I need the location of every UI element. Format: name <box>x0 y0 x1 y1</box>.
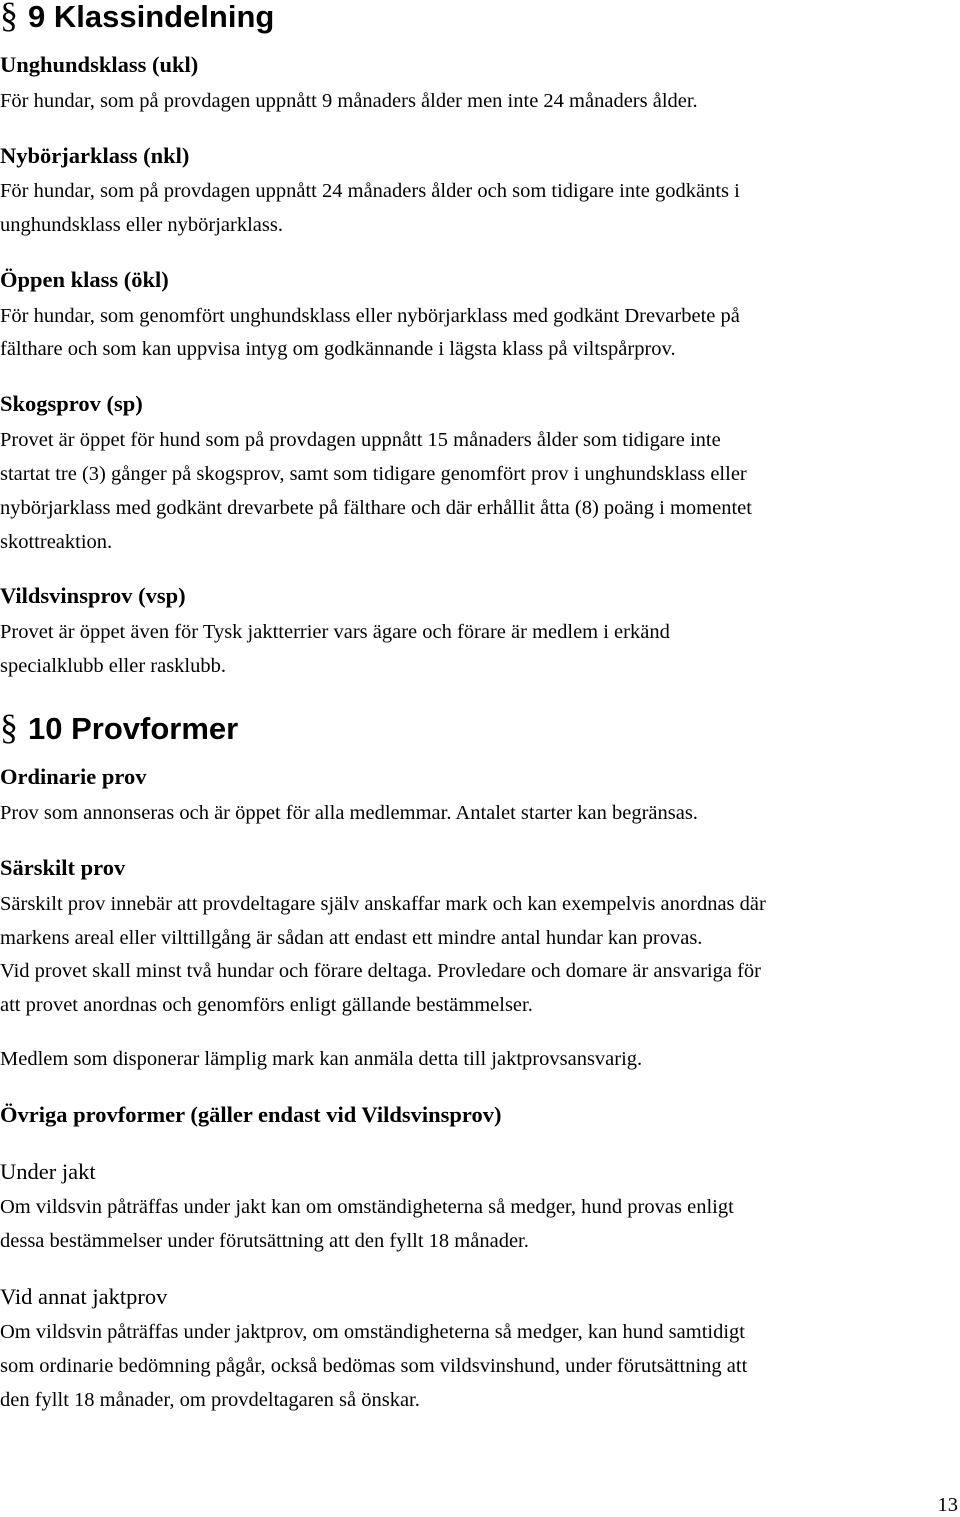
form-text-sarskilt-extra: Medlem som disponerar lämplig mark kan anmäla detta till jaktprovsansvarig. <box>0 1048 643 1070</box>
class-text-vsp-line-2: specialklubb eller rasklubb. <box>0 655 227 677</box>
form-text-sarskilt-line-2: markens areal eller vilttillgång är sådan att endast ett mindre antal hundar kan provas. <box>0 927 703 949</box>
class-text-nkl-line-1: För hundar, som på provdagen uppnått 24 månaders ålder och som tidigare inte godkänts i <box>0 180 740 202</box>
class-text-okl-line-2: fälthare och som kan uppvisa intyg om godkännande i lägsta klass på viltspårprov. <box>0 338 676 360</box>
class-text-okl-line-1: För hundar, som genomfört unghundsklass eller nybörjarklass med godkänt Drevarbete på <box>0 305 740 327</box>
class-text-vsp-line-1: Provet är öppet även för Tysk jaktterrier vars ägare och förare är medlem i erkänd <box>0 621 670 643</box>
section-9-heading <box>0 0 274 34</box>
other-form-text-under-jakt-line-1: Om vildsvin påträffas under jakt kan om omständigheterna så medger, hund provas enligt <box>0 1196 734 1218</box>
class-heading-sp: Skogsprov (sp) <box>0 391 143 416</box>
other-forms-heading: Övriga provformer (gäller endast vid Vildsvinsprov) <box>0 1102 502 1127</box>
other-form-text-annat-jaktprov-line-3: den fyllt 18 månader, om provdeltagaren så önskar. <box>0 1389 420 1411</box>
class-heading-nkl: Nybörjarklass (nkl) <box>0 143 190 168</box>
section-9-title: 9 Klassindelning <box>28 0 275 34</box>
form-text-sarskilt-line-4: att provet anordnas och genomförs enligt gällande bestämmelser. <box>0 994 533 1016</box>
class-text-sp-line-3: nybörjarklass med godkänt drevarbete på fälthare och där erhållit åtta (8) poäng i momentet <box>0 497 752 519</box>
form-text-sarskilt-line-1: Särskilt prov innebär att provdeltagare själv anskaffar mark och kan exempelvis anordnas där <box>0 893 766 915</box>
class-text-nkl-line-2: unghundsklass eller nybörjarklass. <box>0 214 283 236</box>
class-heading-okl: Öppen klass (ökl) <box>0 267 169 292</box>
other-form-text-annat-jaktprov-line-1: Om vildsvin påträffas under jaktprov, om omständigheterna så medger, kan hund samtidigt <box>0 1321 745 1343</box>
section-symbol: § <box>0 707 18 747</box>
page-number: 13 <box>937 1494 958 1516</box>
section-symbol: § <box>0 0 18 35</box>
class-text-ukl-line-1: För hundar, som på provdagen uppnått 9 månaders ålder men inte 24 månaders ålder. <box>0 90 698 112</box>
class-text-sp-line-4: skottreaktion. <box>0 531 113 553</box>
form-text-ordinarie-line-1: Prov som annonseras och är öppet för alla medlemmar. Antalet starter kan begränsas. <box>0 802 698 824</box>
form-text-sarskilt-line-3: Vid provet skall minst två hundar och förare deltaga. Provledare och domare är ansvariga för <box>0 960 761 982</box>
other-form-heading-annat-jaktprov: Vid annat jaktprov <box>0 1284 168 1309</box>
form-heading-ordinarie: Ordinarie prov <box>0 764 147 789</box>
section-10-heading <box>0 707 239 747</box>
class-heading-ukl: Unghundsklass (ukl) <box>0 52 199 77</box>
other-form-text-annat-jaktprov-line-2: som ordinarie bedömning pågår, också bedömas som vildsvinshund, under förutsättning att <box>0 1355 748 1377</box>
class-heading-vsp: Vildsvinsprov (vsp) <box>0 583 186 608</box>
section-10-title: 10 Provformer <box>28 711 239 746</box>
other-form-text-under-jakt-line-2: dessa bestämmelser under förutsättning att den fyllt 18 månader. <box>0 1230 529 1252</box>
other-form-heading-under-jakt: Under jakt <box>0 1159 96 1184</box>
form-heading-sarskilt: Särskilt prov <box>0 855 126 880</box>
class-text-sp-line-2: startat tre (3) gånger på skogsprov, samt som tidigare genomfört prov i unghundsklass eller <box>0 463 747 485</box>
class-text-sp-line-1: Provet är öppet för hund som på provdagen uppnått 15 månaders ålder som tidigare inte <box>0 429 721 451</box>
